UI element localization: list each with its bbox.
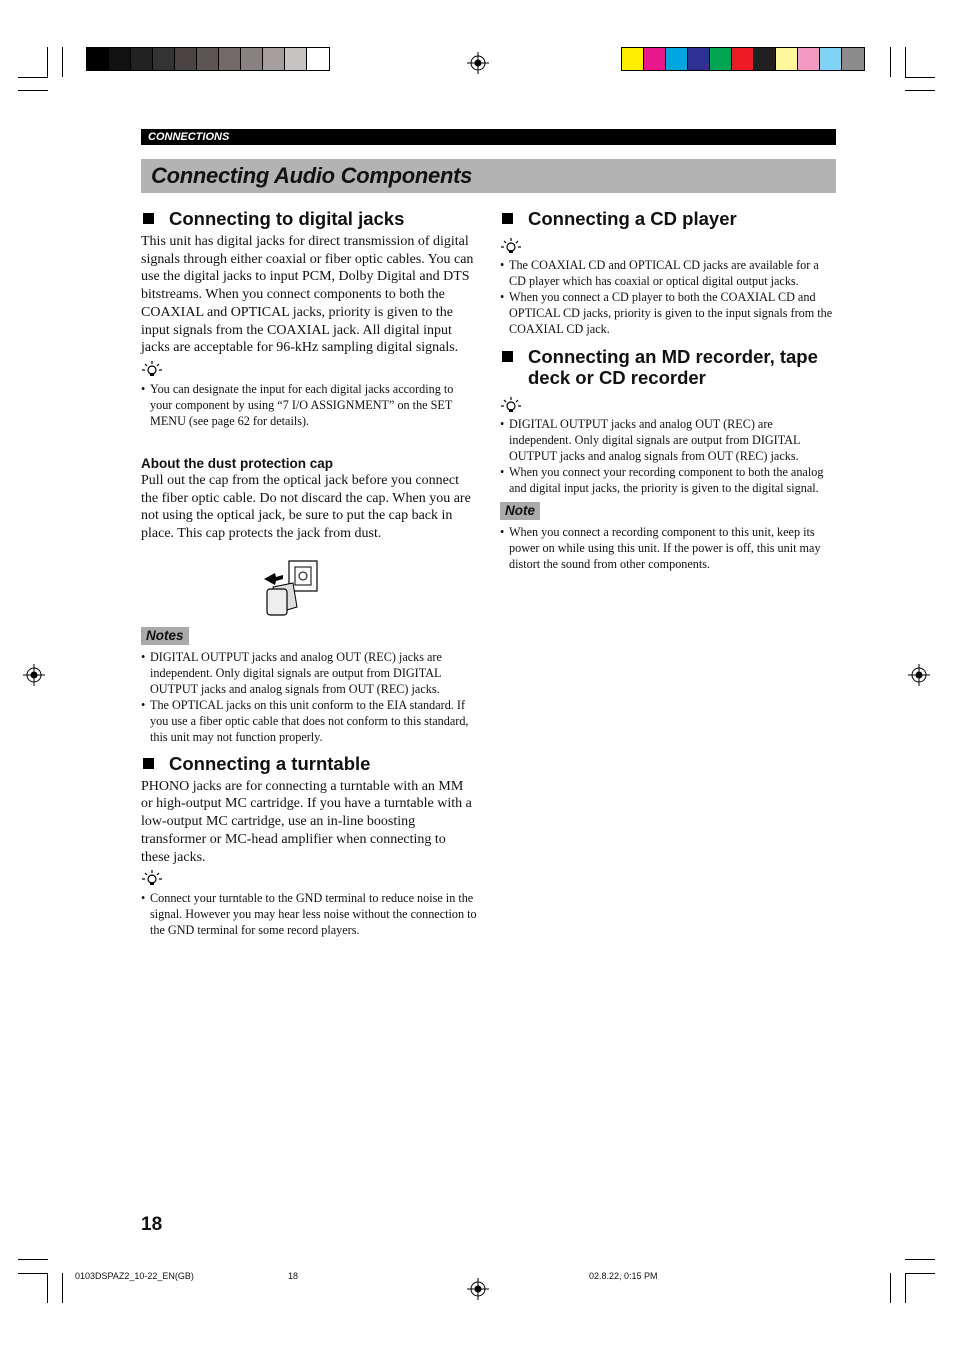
md-tips-list bbox=[500, 416, 836, 496]
cd-player-heading: Connecting a CD player bbox=[500, 208, 836, 229]
color-swatch bbox=[197, 48, 219, 70]
color-swatch bbox=[153, 48, 175, 70]
color-swatch bbox=[87, 48, 109, 70]
note-label: Note bbox=[500, 502, 540, 520]
color-swatch bbox=[131, 48, 153, 70]
color-swatch bbox=[666, 48, 688, 70]
section-header: CONNECTIONS bbox=[141, 129, 836, 145]
color-swatch bbox=[710, 48, 732, 70]
cd-tips-list bbox=[500, 257, 836, 337]
optical-dust-cap-illustration bbox=[261, 557, 321, 619]
process-color-bar bbox=[621, 47, 865, 71]
turntable-body: PHONO jacks are for connecting a turntable with an MM or high-output MC cartridge. If you have a turntable with a low-output MC cartridge, use an in-line boosting transformer or MC-head amplifier when connecting to these jacks. bbox=[141, 778, 472, 865]
md-recorder-heading: Connecting an MD recorder, tape deck or CD recorder bbox=[500, 346, 836, 388]
note-list bbox=[500, 524, 836, 572]
digital-jacks-body: This unit has digital jacks for direct transmission of digital signals through either coaxial or fiber optic cables. You can use the digital jacks to input PCM, Dolby Digital and DTS bitstreams. When you connect components to both the COAXIAL and OPTICAL jacks, priority is given to the input signals from the COAXIAL jack. All digital input jacks are acceptable for 96-kHz sampling digital signals. bbox=[141, 234, 474, 356]
color-swatch bbox=[219, 48, 241, 70]
dust-cap-heading: About the dust protection cap bbox=[141, 455, 333, 471]
color-swatch bbox=[754, 48, 776, 70]
color-swatch bbox=[175, 48, 197, 70]
lightbulb-icon bbox=[141, 360, 163, 377]
color-swatch bbox=[109, 48, 131, 70]
registration-mark-icon bbox=[467, 52, 489, 74]
color-swatch bbox=[622, 48, 644, 70]
lightbulb-icon bbox=[500, 237, 522, 254]
digital-jacks-heading: Connecting to digital jacks bbox=[141, 208, 478, 229]
list-item: • Connect your turntable to the GND terminal to reduce noise in the signal. However you may hear less noise without the connection to the GND terminal for some record players. bbox=[141, 890, 478, 938]
grayscale-color-bar bbox=[86, 47, 330, 71]
list-item: • The COAXIAL CD and OPTICAL CD jacks are available for a CD player which has coaxial or optical digital output jacks. bbox=[500, 257, 836, 289]
color-swatch bbox=[263, 48, 285, 70]
page-title-band bbox=[141, 159, 836, 193]
registration-mark-icon bbox=[23, 664, 45, 686]
footer-page: 18 bbox=[288, 1271, 299, 1281]
square-bullet-icon bbox=[143, 213, 154, 224]
color-swatch bbox=[798, 48, 820, 70]
color-swatch bbox=[285, 48, 307, 70]
color-swatch bbox=[307, 48, 329, 70]
turntable-heading: Connecting a turntable bbox=[141, 753, 478, 774]
list-item: • When you connect your recording component to both the analog and digital input jacks, the priority is given to the digital signal. bbox=[500, 464, 836, 496]
list-item: • You can designate the input for each digital jacks according to your component by using “7 I/O ASSIGNMENT” on the SET MENU (see page 62 for details). bbox=[141, 381, 478, 429]
notes-list bbox=[141, 649, 478, 745]
list-item: • The OPTICAL jacks on this unit conform to the EIA standard. If you use a fiber optic cable that does not conform to this standard, this unit may not function properly. bbox=[141, 697, 478, 745]
registration-mark-icon bbox=[467, 1278, 489, 1300]
right-column bbox=[500, 208, 836, 572]
list-item: • When you connect a recording component to this unit, keep its power on while using this unit. If the power is off, this unit may distort the sound from other components. bbox=[500, 524, 836, 572]
color-swatch bbox=[842, 48, 864, 70]
page-number: 18 bbox=[141, 1214, 163, 1235]
color-swatch bbox=[732, 48, 754, 70]
square-bullet-icon bbox=[502, 213, 513, 224]
square-bullet-icon bbox=[143, 758, 154, 769]
page-title: Connecting Audio Components bbox=[151, 163, 473, 188]
left-column bbox=[141, 208, 478, 938]
footer-timestamp: 02.8.22, 0:15 PM bbox=[589, 1271, 658, 1281]
footer-file: 0103DSPAZ2_10-22_EN(GB) bbox=[75, 1271, 194, 1281]
square-bullet-icon bbox=[502, 351, 513, 362]
lightbulb-icon bbox=[500, 396, 522, 413]
notes-label: Notes bbox=[141, 627, 189, 645]
color-swatch bbox=[776, 48, 798, 70]
color-swatch bbox=[241, 48, 263, 70]
color-swatch bbox=[644, 48, 666, 70]
color-swatch bbox=[820, 48, 842, 70]
list-item: • When you connect a CD player to both the COAXIAL CD and OPTICAL CD jacks, priority is given to the input signals from the COAXIAL CD jack. bbox=[500, 289, 836, 337]
registration-mark-icon bbox=[908, 664, 930, 686]
digital-tips-list bbox=[141, 381, 478, 429]
turntable-tips-list bbox=[141, 890, 478, 938]
lightbulb-icon bbox=[141, 869, 163, 886]
list-item: • DIGITAL OUTPUT jacks and analog OUT (REC) jacks are independent. Only digital signals are output from DIGITAL OUTPUT jacks and analog signals from OUT (REC) jacks. bbox=[141, 649, 478, 697]
dust-cap-body: Pull out the cap from the optical jack before you connect the fiber optic cable. Do not discard the cap. When you are not using the optical jack, be sure to put the cap back in place. This cap protects the jack from dust. bbox=[141, 472, 471, 542]
color-swatch bbox=[688, 48, 710, 70]
list-item: • DIGITAL OUTPUT jacks and analog OUT (REC) are independent. Only digital signals are output from DIGITAL OUTPUT jacks and analog signals from OUT (REC) jacks. bbox=[500, 416, 836, 464]
